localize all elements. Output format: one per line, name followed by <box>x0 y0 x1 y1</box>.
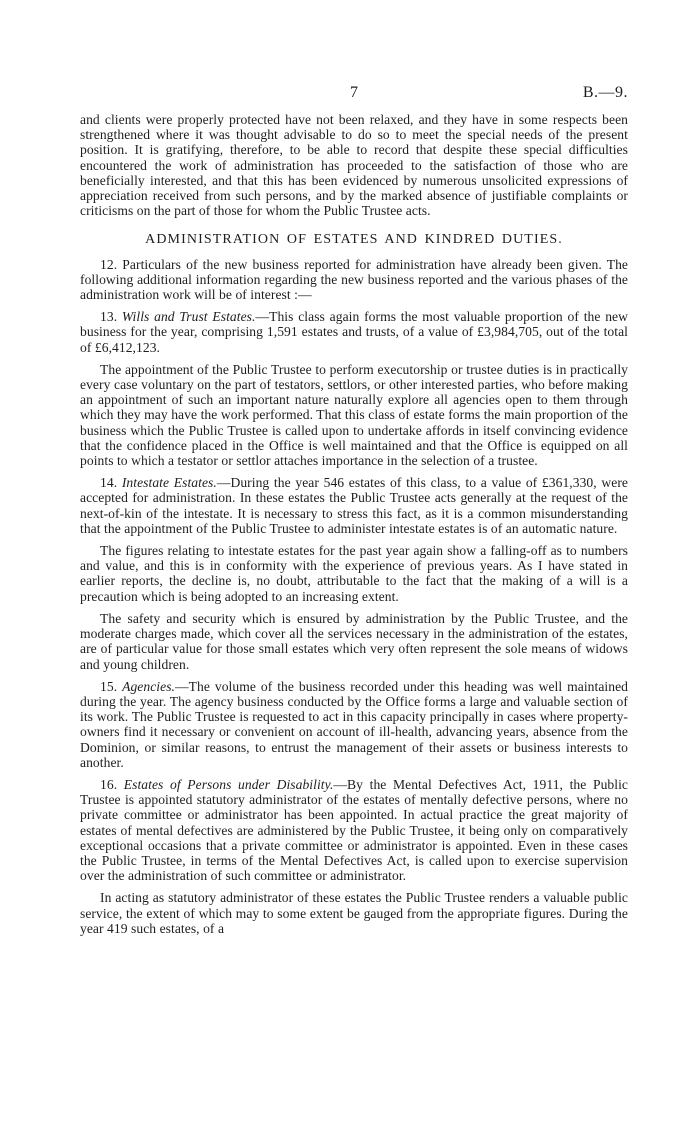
paragraph-16 <box>80 777 628 883</box>
paragraph-14-continued: The figures relating to intestate estates for the past year again show a falling-off as to numbers and value, and this is in conformity with the experience of previous years. As I have stated in earlier reports, the decline is, no doubt, attributable to the fact that the making of a will is a precaution which is being adopted to an increasing extent. <box>80 543 628 604</box>
document-body <box>80 112 628 943</box>
page-header <box>80 84 628 104</box>
section-heading: ADMINISTRATION OF ESTATES AND KINDRED DUTIES. <box>145 232 563 248</box>
paragraph-title: Wills and Trust Estates. <box>121 309 256 325</box>
paragraph-14-continued-2: The safety and security which is ensured by administration by the Public Trustee, and the moderate charges made, which cover all the services necessary in the administration of the estates, are of particular value for those small estates which very often represent the sole means of widows and young children. <box>80 610 628 672</box>
paragraph-12 <box>80 257 628 303</box>
paragraph-number: 13. <box>100 309 118 325</box>
page-number: 7 <box>350 84 358 101</box>
paragraph-13-continued: The appointment of the Public Trustee to perform executorship or trustee duties is in practically every case voluntary on the part of testators, settlors, or other interested parties, who before making an appointment of such an important nature naturally explore all agencies open to them through which they may have the work performed. That this class of estate forms the main proportion of the business which the Public Trustee is called upon to undertake affords in itself convincing evidence that the confidence placed in the Office is well maintained and that the Office is equipped on all points to which a testator or settlor attaches importance in the selection of a trustee. <box>80 361 628 469</box>
paragraph-text: —By the Mental Defectives Act, 1911, the Public Trustee is appointed statutory administrator of the estates of mentally defective persons, where no private committee or administrator has been appointed. In actual practice the great majority of estates of mental defectives are administered by the Public Trustee, it being only on comparatively exceptional occasions that a private committee or administrator is appointed. Even in these cases the Public Trustee, in terms of the Mental Defectives Act, is called upon to exercise supervision over the administration of such committee or administrator. <box>80 776 629 884</box>
paragraph-15 <box>80 679 628 770</box>
paragraph-text: —This class again forms the most valuable proportion of the new business for the year, comprising 1,591 estates and trusts, of a value of £3,984,705, out of the total of £6,412,123. <box>80 309 629 355</box>
paragraph-16-continued: In acting as statutory administrator of these estates the Public Trustee renders a valuable public service, the extent of which may to some extent be gauged from the appropriate figures. During the year 419 such estates, of a <box>80 890 628 936</box>
paragraph-number: 14. <box>100 475 118 491</box>
paragraph-number: 16. <box>100 776 118 792</box>
paragraph-number: 12. <box>100 256 118 272</box>
paragraph-title: Estates of Persons under Disability. <box>123 776 334 792</box>
paragraph-13 <box>80 309 628 355</box>
paragraph-14 <box>80 475 628 536</box>
intro-paragraph: and clients were properly protected have not been relaxed, and they have in some respects been strengthened where it was thought advisable to do so to meet the special needs of the present position. It is gratifying, therefore, to be able to record that despite these special difficulties encountered the work of administration has proceeded to the satisfaction of those who are beneficially interested, and that this has been evidenced by numerous unsolicited expressions of appreciation received from such persons, and by the marked absence of justifiable complaints or criticisms on the part of those for whom the Public Trustee acts. <box>80 112 628 219</box>
paragraph-title: Intestate Estates. <box>121 475 217 491</box>
paragraph-title: Agencies. <box>122 678 176 694</box>
document-reference: B.—9. <box>582 84 628 101</box>
paragraph-number: 15. <box>100 678 118 694</box>
paragraph-text: Particulars of the new business reported for administration have already been given. The following additional information regarding the new business reported and the various phases of the administration work will be of interest :— <box>80 256 628 303</box>
paragraph-text: —The volume of the business recorded under this heading was well maintained during the year. The agency business conducted by the Office forms a large and valuable section of its work. The Public Trustee is requested to act in this capacity principally in cases where property-owners find it necessary or convenient on account of ill-health, advancing years, absence from the Dominion, or similar reasons, to entrust the management of their assets or business interests to another. <box>80 678 629 770</box>
paragraph-text: —During the year 546 estates of this class, to a value of £361,330, were accepted for administration. In these estates the Public Trustee acts generally at the request of the next-of-kin of the intestate. It is necessary to stress this fact, as it is a common misunderstanding that the appointment of the Public Trustee to administer intestate estates is of an automatic nature. <box>80 475 628 536</box>
